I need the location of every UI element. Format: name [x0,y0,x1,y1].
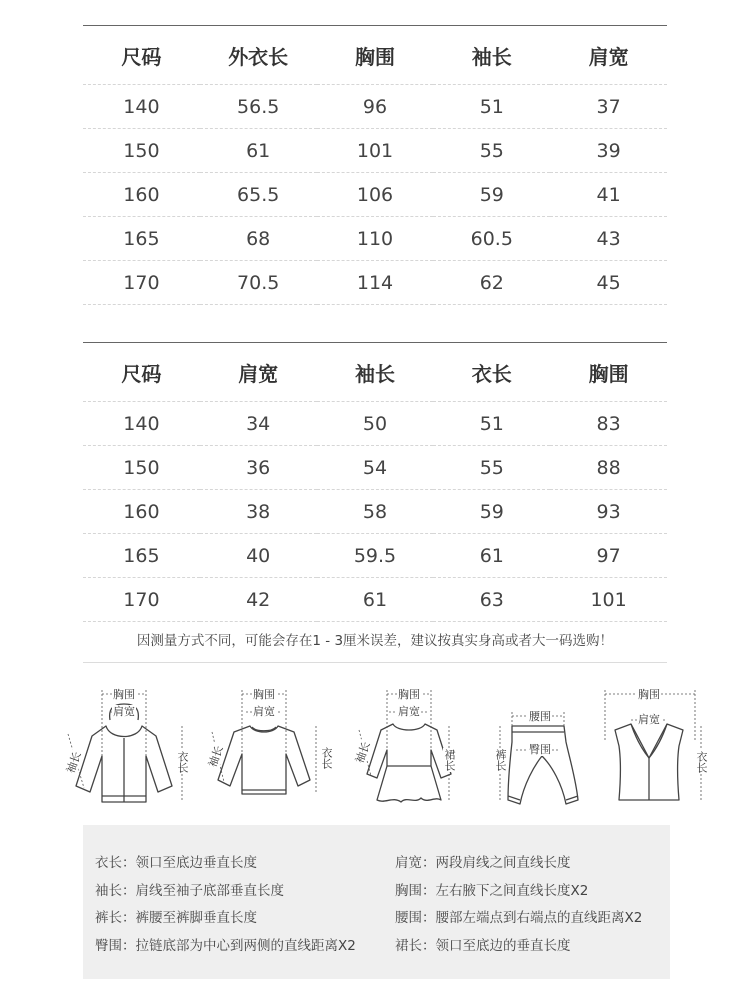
table-cell: 59 [433,173,550,217]
shoulder-label: 肩宽 [253,705,275,718]
table-cell: 96 [317,85,434,129]
column-header: 衣长 [433,343,550,402]
table-cell: 160 [83,173,200,217]
table-cell: 55 [433,446,550,490]
table-cell: 101 [550,578,667,622]
table-cell: 34 [200,402,317,446]
table-row [83,534,667,578]
legend-item: 裙长：领口至底边的垂直长度 [395,938,571,954]
sweater-diagram [200,680,333,810]
table-header-row [83,343,667,402]
length-label: 衣长 [320,747,333,769]
table-cell: 41 [550,173,667,217]
table-cell: 140 [83,85,200,129]
table-cell: 36 [200,446,317,490]
column-header: 胸围 [317,26,434,85]
table-header-row [83,26,667,85]
table-cell: 60.5 [433,217,550,261]
table-cell: 170 [83,578,200,622]
legend-item: 肩宽：两段肩线之间直线长度 [395,855,571,871]
table-cell: 65.5 [200,173,317,217]
chest-label: 胸围 [253,688,275,701]
table-cell: 37 [550,85,667,129]
jacket-diagram [60,680,188,810]
legend-item: 袖长：肩线至袖子底部垂直长度 [95,883,284,899]
table-cell: 68 [200,217,317,261]
length-label: 衣长 [176,751,189,773]
shoulder-label: 肩宽 [113,705,135,718]
chest-label: 胸围 [398,688,420,701]
column-header: 肩宽 [200,343,317,402]
length-label: 衣长 [695,751,708,773]
column-header: 肩宽 [550,26,667,85]
column-header: 尺码 [83,343,200,402]
legend-item: 衣长：领口至底边垂直长度 [95,855,257,871]
table-cell: 56.5 [200,85,317,129]
table-cell: 43 [550,217,667,261]
table-cell: 110 [317,217,434,261]
table-cell: 45 [550,261,667,305]
chest-label: 胸围 [113,688,135,701]
hip-label: 臀围 [529,743,551,756]
table-cell: 61 [200,129,317,173]
legend-item: 臀围：拉链底部为中心到两侧的直线距离X2 [95,938,356,954]
legend-item: 胸围：左右腋下之间直线长度X2 [395,883,589,899]
table-cell: 106 [317,173,434,217]
table-row [83,446,667,490]
vest-diagram [585,680,713,810]
table-cell: 55 [433,129,550,173]
skirt-length-label: 裙长 [443,749,456,771]
table-row [83,173,667,217]
table-cell: 51 [433,85,550,129]
waist-label: 腰围 [529,710,551,723]
table-cell: 93 [550,490,667,534]
column-header: 外衣长 [200,26,317,85]
table-cell: 42 [200,578,317,622]
table-cell: 61 [317,578,434,622]
shoulder-label: 肩宽 [638,713,660,726]
column-header: 尺码 [83,26,200,85]
shoulder-label: 肩宽 [398,705,420,718]
pants-length-label: 裤长 [494,749,507,771]
sleeve-label: 袖长 [64,749,84,776]
table-cell: 165 [83,217,200,261]
table-cell: 40 [200,534,317,578]
measurement-legend [83,825,670,979]
table-row [83,578,667,622]
table-cell: 61 [433,534,550,578]
table-cell: 58 [317,490,434,534]
table-cell: 150 [83,129,200,173]
table-cell: 39 [550,129,667,173]
table-cell: 101 [317,129,434,173]
measurement-note: 因测量方式不同，可能会存在1 - 3厘米误差，建议按真实身高或者大一码选购！ [83,620,667,663]
measurement-diagrams [60,680,708,810]
sleeve-label: 袖长 [206,743,226,770]
table-cell: 170 [83,261,200,305]
table-row [83,261,667,305]
table-row [83,490,667,534]
table-cell: 97 [550,534,667,578]
column-header: 袖长 [433,26,550,85]
table-cell: 83 [550,402,667,446]
table-row [83,402,667,446]
legend-item: 裤长：裤腰至裤脚垂直长度 [95,910,257,926]
table-cell: 50 [317,402,434,446]
size-table-top [83,342,667,622]
table-cell: 114 [317,261,434,305]
dress-diagram [345,680,473,810]
table-cell: 63 [433,578,550,622]
table-cell: 51 [433,402,550,446]
table-cell: 38 [200,490,317,534]
chest-label: 胸围 [638,688,660,701]
table-row [83,85,667,129]
table-cell: 160 [83,490,200,534]
table-cell: 165 [83,534,200,578]
column-header: 胸围 [550,343,667,402]
table-cell: 59 [433,490,550,534]
table-row [83,129,667,173]
table-cell: 59.5 [317,534,434,578]
table-row [83,217,667,261]
table-cell: 62 [433,261,550,305]
table-cell: 54 [317,446,434,490]
table-cell: 88 [550,446,667,490]
sleeve-label: 袖长 [353,739,373,766]
table-cell: 140 [83,402,200,446]
column-header: 袖长 [317,343,434,402]
table-cell: 150 [83,446,200,490]
legend-item: 腰围：腰部左端点到右端点的直线距离X2 [395,910,643,926]
size-table-outerwear [83,25,667,305]
table-cell: 70.5 [200,261,317,305]
